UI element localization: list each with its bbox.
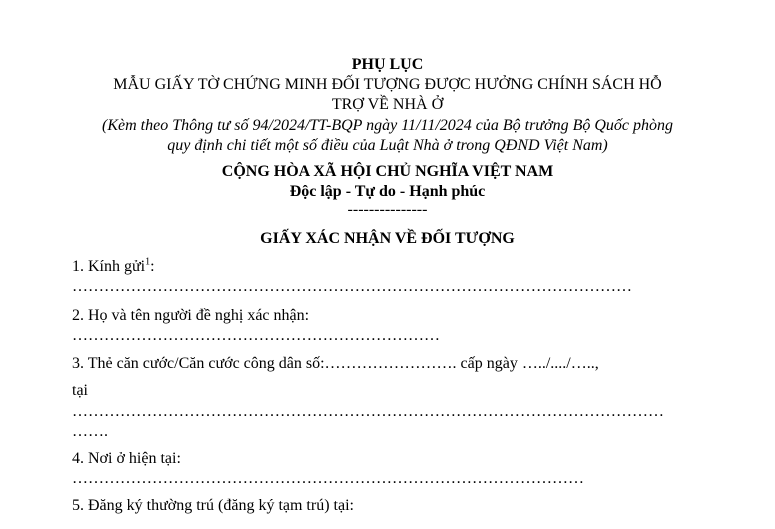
appendix-heading: PHỤ LỤC bbox=[351, 56, 424, 73]
item-2-fill-line: …………………………………………………………… bbox=[72, 327, 440, 344]
item-1-colon: : bbox=[150, 258, 155, 275]
form-template-title-line2: TRỢ VỀ NHÀ Ở bbox=[331, 96, 444, 113]
country-name: CỘNG HÒA XÃ HỘI CHỦ NGHĨA VIỆT NAM bbox=[221, 163, 554, 180]
form-template-title-line1: MẪU GIẤY TỜ CHỨNG MINH ĐỐI TƯỢNG ĐƯỢC HƯỞNG CHÍNH SÁCH HỖ bbox=[113, 76, 662, 93]
circular-note-line1: (Kèm theo Thông tư số 94/2024/TT-BQP ngày 11/11/2024 của Bộ trưởng Bộ Quốc phòng bbox=[102, 117, 673, 134]
item-1-fill-line: …………………………………………………………………………………………… bbox=[72, 278, 632, 295]
item-4-fill-line: …………………………………………………………………………………… bbox=[72, 470, 584, 487]
item-3-fill-line: ………………………………………………………………………………………………… bbox=[72, 403, 664, 420]
footnote-marker: 1 bbox=[145, 256, 151, 268]
item-3-label: 3. Thẻ căn cước/Căn cước công dân số:……………………. cấp ngày …../..../….., bbox=[72, 355, 599, 372]
document-title: GIẤY XÁC NHẬN VỀ ĐỐI TƯỢNG bbox=[260, 230, 515, 247]
item-1-recipient bbox=[72, 258, 155, 276]
item-5-label: 5. Đăng ký thường trú (đăng ký tạm trú) tại: bbox=[72, 497, 354, 514]
item-1-label: 1. Kính gửi bbox=[72, 258, 146, 275]
motto-divider: --------------- bbox=[347, 201, 428, 218]
item-2-label: 2. Họ và tên người đề nghị xác nhận: bbox=[72, 307, 310, 324]
item-3-fill-line-continued: ……. bbox=[72, 423, 108, 440]
item-3-place-label: tại bbox=[72, 382, 88, 399]
circular-note-line2: quy định chi tiết một số điều của Luật Nhà ở trong QĐND Việt Nam) bbox=[167, 137, 608, 154]
item-4-label: 4. Nơi ở hiện tại: bbox=[72, 450, 181, 467]
national-motto: Độc lập - Tự do - Hạnh phúc bbox=[289, 183, 486, 200]
